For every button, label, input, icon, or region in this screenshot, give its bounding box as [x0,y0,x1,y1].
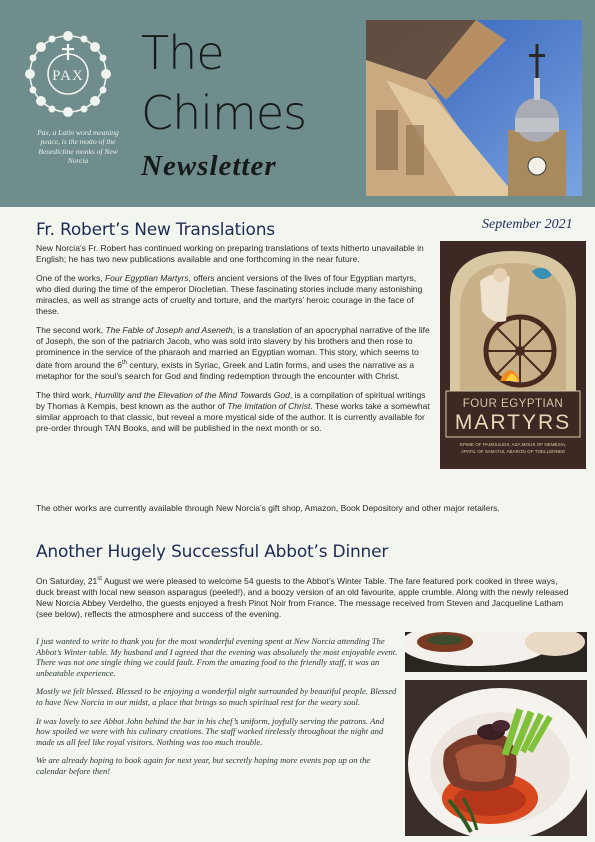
paragraph-text: On Saturday, 21 [36,575,98,586]
guest-testimonial [36,636,400,785]
book-title-text: Humility and the Elevation of the Mind Towards God [94,389,290,400]
paragraph [36,243,430,265]
ordinal-suffix: st [97,576,102,582]
paragraph-text: New Norcia’s Fr. Robert has continued working on preparing translations of texts hitherto unavailable in English; he has two new publications available and one forthcoming in the near future. [36,243,424,264]
masthead-title-line1: The [141,26,224,80]
book-title-top: FOUR EGYPTIAN [462,398,564,410]
logo-caption: Pax, a Latin word meaning peace, is the motto of the Benedictine monks of New Norcia [37,128,119,166]
logo-text: PAX [52,68,84,84]
book-title-text: The Imitation of Christ [227,400,311,411]
paragraph-text: The other works are currently available through New Norcia’s gift shop, Amazon, Book Depository and other major retailers. [36,503,500,513]
paragraph [36,503,576,514]
paragraph-text: , is a compilation of spiritual writings by Thomas à Kempis, best known as the author of [36,389,426,411]
paragraph-text: , offers ancient versions of the lives of four Egyptian martyrs, who died during the time of the emperor Diocletian. These fascinating stories include many astonishing miracles, as well as strange acts of cruelty and torture, and the martyrs’ heroic courage in the face of these. [36,273,423,316]
ordinal-suffix: th [122,360,128,366]
book-title-text: The Fable of Joseph and Aseneth [105,325,233,335]
testimonial-paragraph: Mostly we felt blessed. Blessed to be enjoying a wonderful night surrounded by beautiful people. Blessed to have New Norcia in our midst, a place that brings so much spiritual rest for the weary soul. [36,686,397,707]
testimonial-paragraph: It was lovely to see Abbot John behind the bar in his chef’s uniform, joyfully serving the patrons. And how spoiled we were with his culinary creations. The staff worked tirelessly throughout the night and made us all feel like royal visitors. Nothing was too much trouble. [36,715,385,747]
masthead-subtitle: Newsletter [141,150,277,182]
issue-date: September 2021 [482,217,573,232]
church-bell-tower-photo [366,20,582,196]
article-footer-translations [36,503,576,522]
article-intro-abbots-dinner [36,574,576,628]
book-cover-four-egyptian-martyrs [440,241,586,469]
paragraph-text: The second work, [36,325,106,335]
paragraph-text: The third work, [36,389,95,400]
book-subtitle-line2: APATIL OF SABATUI, ABARON OF TOELLENNEE [460,449,566,454]
pax-logo-icon [22,28,114,120]
testimonial-paragraph: We are already hoping to book again for next year, but secretly hoping more events pop up on the calendar before then! [36,755,371,776]
duck-breast-dish-photo [405,680,587,836]
paragraph-text: August we were pleased to welcome 54 guests to the Abbot’s Winter Table. The fare featured pork cooked in three ways, duck breast with local new season asparagus (peeled!), and a boozy version of an old favourite, apple crumble. Along with the newly released New Norcia Abbey Verdelho, the guests enjoyed a fresh Pinot Noir from France. The message received from Steven and Jacqueline Latham (see below), reflects the atmosphere and success of the evening. [36,575,569,619]
paragraph-text: One of the works, [36,273,105,283]
paragraph-text: . These works take a somewhat similar approach to that classic, but reveal a more mystical side of the author. It is currently available for pre-order through TAN Books, and will be published in the next month or so. [36,400,430,433]
testimonial-paragraph: I just wanted to write to thank you for the most wonderful evening spent at New Norcia attending The Abbot’s Winter table. My husband and I agreed that the evening was absolutely the most enjoyable event. There was not one single thing we could fault. From the amazing food to the friendly staff, it was an unbeatable experience. [36,636,398,678]
book-title-text: Four Egyptian Martyrs [104,273,189,283]
paragraph [36,273,430,317]
paragraph [36,574,576,620]
paragraph-text: century, exists in Syriac, Greek and Latin forms, and uses the narrative as a metaphor for the soul’s search for God and finding redemption through the encounter with Christ. [36,359,415,381]
masthead [0,0,595,207]
paragraph [36,325,430,382]
dessert-plate-photo [405,632,587,672]
masthead-title-line2: Chimes [141,86,307,140]
article-title-abbots-dinner: Another Hugely Successful Abbot’s Dinner [36,542,389,562]
paragraph [36,390,430,434]
article-title-translations: Fr. Robert’s New Translations [36,220,275,240]
paragraph-text: , is a translation of an apocryphal narrative of the life of Joseph, the son of the patriarch Jacob, who was sold into slavery by his brothers and then rose to prominence in the service of the pharaoh and married an Egyptian woman. This story, which seems to date from around the 6 [36,325,430,370]
book-title-main: MARTYRS [454,411,572,434]
book-subtitle-line1: EPIME OF PAMOULEIS, AZA MOUS OF NEMESIA, [459,442,567,447]
article-body-translations [36,243,430,442]
